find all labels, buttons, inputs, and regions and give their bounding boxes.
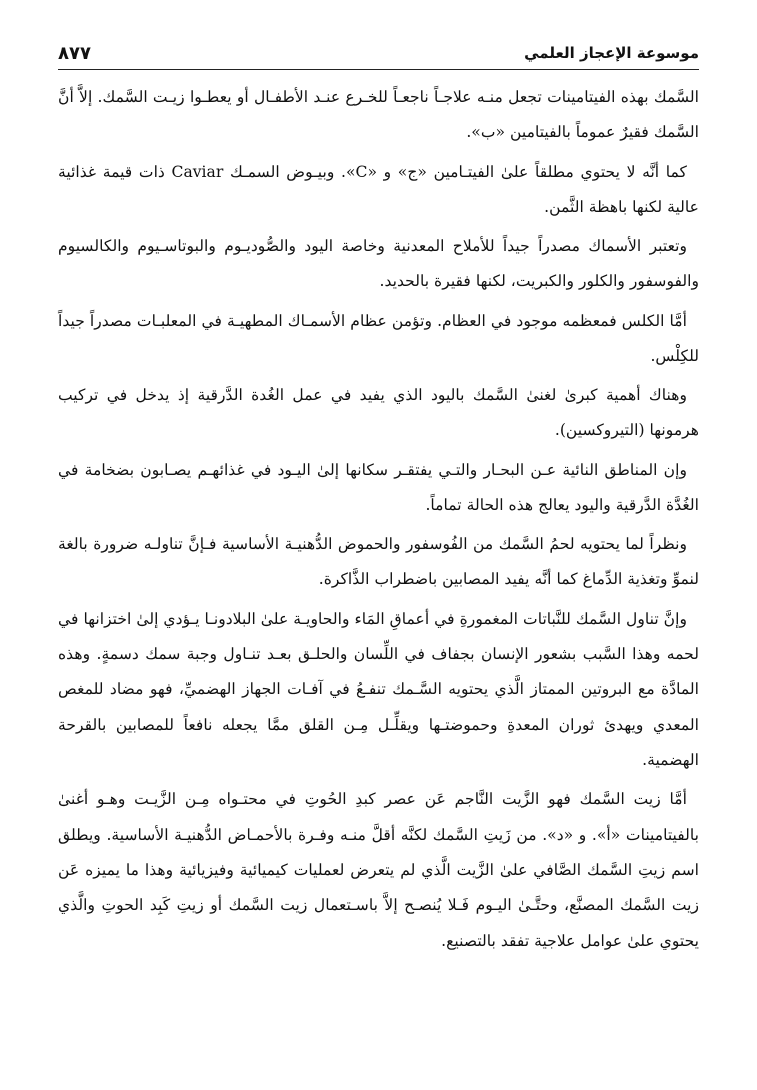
paragraph: أمَّا زيت السَّمك فهو الزَّيت النَّاجم عَن عصر كبدِ الحُوتِ في محتـواه مِـن الزَّيـت وهـو أغنىٰ بالفيتامينات «أ». و «د». من زَيتِ السَّمك لكنَّه أقلَّ منـه وفـرة بالأحمـاض الدُّهنيـة الأساسية. ويطلق اسم زيتِ السَّمك الصَّافي علىٰ الزَّيت الَّذي لم يتعرض لعمليات كيميائية وفيزيائية وهذا ما يميزه عَن زيت السَّمك المصنَّع، وحتَّـىٰ اليـوم فَـلا يُنصـح إلاَّ باسـتعمال زيت السَّمك أو زيتِ كَبِد الحوتِ والَّذي يحتوي علىٰ عوامل علاجية تفقد بالتصنيع. <box>58 790 699 950</box>
page-header <box>58 40 699 70</box>
paragraph: وهناك أهمية كبرىٰ لغنىٰ السَّمك باليود الذي يفيد في عمل الغُدة الدَّرقية إذ يدخل في تركيب هرمونها (التيروكسين). <box>58 386 699 440</box>
paragraph: وتعتبر الأسماك مصدراً جيداً للأملاح المعدنية وخاصة اليود والصُّوديـوم والبوتاسـيوم والكالسيوم والفوسفور والكلور والكبريت، لكنها فقيرة بالحديد. <box>58 237 699 291</box>
paragraph: وإن المناطق النائية عـن البحـار والتـي يفتقـر سكانها إلىٰ اليـود في غذائهـم يصـابون بضخامة في الغُدَّة الدَّرقية واليود يعالج هذه الحالة تماماً. <box>58 460 699 514</box>
running-title: موسوعة الإعجاز العلمي <box>524 44 699 62</box>
paragraph: أمَّا الكلس فمعظمه موجود في العظام. وتؤمن عظام الأسمـاك المطهيـة في المعلبـات مصدراً جيداً للكِلْس. <box>58 311 699 365</box>
paragraph: ونظراً لما يحتويه لحمُ السَّمك من الفُوسفور والحموض الدُّهنيـة الأساسية فـإنَّ تناولـه ضرورة بالغة لنموِّ وتغذية الدِّماغ كما أنَّه يفيد المصابين باضطراب الذَّاكرة. <box>58 535 699 589</box>
page-number: ٨٧٧ <box>58 42 91 64</box>
paragraph: وإنَّ تناول السَّمك للنَّباتات المغمورةِ في أعماقِ المَاء والحاويـة علىٰ البلادونـا يـؤدي إلىٰ اختزانها في لحمه وهذا السَّبب بشعور الإنسان بجفاف في اللِّسان والحلـق بعـد تنـاول وجبة سمك دسمةٍ. وهذه المادَّة مع البروتين الممتاز الَّذي يحتويه السَّـمك تنفـعُ في آفـات الجهاز الهضميِّ، فهو مضاد للمغص المعدي ويهدئ ثوران المعدةِ وحموضتـها ويقلِّـل مِـن القلق ممَّا يجعله نافعاً للمصابين بالقرحة الهضمية. <box>58 609 699 770</box>
paragraph: السَّمك بهذه الفيتامينات تجعل منـه علاجـاً ناجعـاً للخـرع عنـد الأطفـال أو يعطـوا زيـت السَّمك. إلاَّ أنَّ السَّمك فقيرٌ عموماً بالفيتامين «ب». <box>58 88 699 142</box>
body-text <box>58 80 699 1050</box>
paragraph: كما أنَّه لا يحتوي مطلقاً علىٰ الفيتـامين «ج» و «C». وبيـوض السمـك Caviar ذات قيمة غذائية عالية لكنها باهظة الثَّمن. <box>58 162 699 216</box>
